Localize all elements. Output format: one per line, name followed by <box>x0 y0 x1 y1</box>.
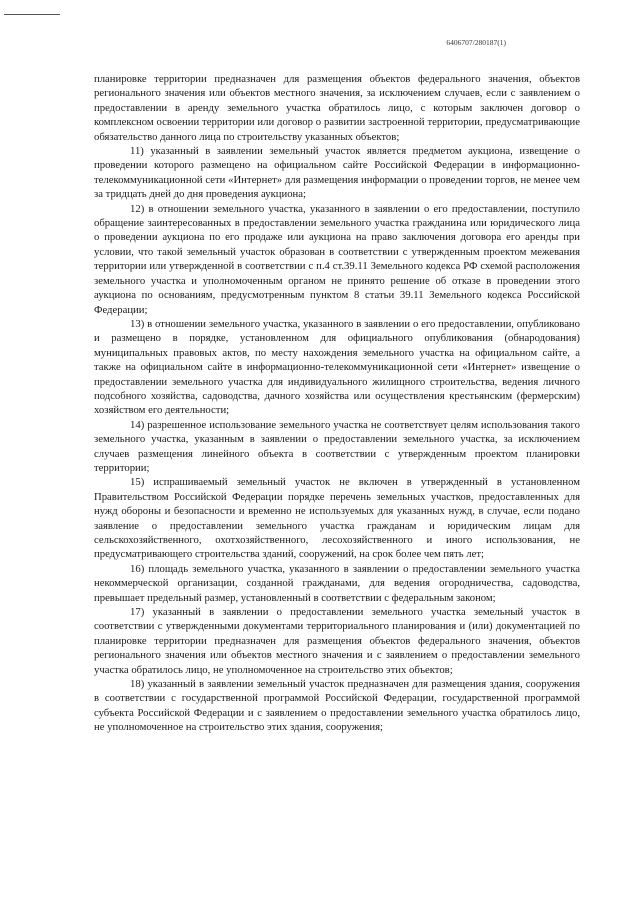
paragraph-item-15: 15) испрашиваемый земельный участок не включен в утвержденный в установленном Правительством Российской Федерации порядке перечень земельных участков, предоставленных для нужд обороны и безопасности и временно не используемых для указанных нужд, в случае, если подано заявление о предоставлении земельного участка гражданам и юридическим лицам для сельскохозяйственного, охотхозяйственного, лесохозяйственного и иного использования, не предусматривающего строительства зданий, сооружений, на срок более чем пять лет; <box>94 476 580 561</box>
document-id: 6406707/280187(1) <box>446 38 506 47</box>
document-body <box>94 72 580 735</box>
paragraph-item-11: 11) указанный в заявлении земельный участок является предметом аукциона, извещение о проведении которого размещено на официальном сайте Российской Федерации в информационно-телекоммуникационной сети «Интернет» для размещения информации о проведении торгов, не менее чем за тридцать дней до дня проведения аукциона; <box>94 145 580 201</box>
paragraph-item-12: 12) в отношении земельного участка, указанного в заявлении о его предоставлении, поступило обращение заинтересованных в предоставлении земельного участка гражданина или юридического лица о проведении аукциона по его продаже или аукциона на право заключения договора его аренды при условии, что такой земельный участок образован в соответствии с утвержденным проектом межевания территории или утвержденной в соответствии с п.4 ст.39.11 Земельного кодекса РФ схемой расположения земельного участка и уполномоченным органом не принято решение об отказе в проведении этого аукциона по основаниям, предусмотренным пунктом 8 статьи 39.11 Земельного кодекса Российской Федерации; <box>94 202 580 316</box>
paragraph-continuation: планировке территории предназначен для размещения объектов федерального значения, объектов регионального значения или объектов местного значения, за исключением случаев, если с заявлением о предоставлении в аренду земельного участка обратилось лицо, с которым заключен договор о комплексном освоении территории или договор о развитии застроенной территории, предусматривающие обязательство данного лица по строительству указанных объектов; <box>94 73 580 143</box>
paragraph-item-18: 18) указанный в заявлении земельный участок предназначен для размещения здания, сооружения в соответствии с государственной программой Российской Федерации, государственной программой субъекта Российской Федерации и с заявлением о предоставлении земельного участка обратилось лицо, не уполномоченное на строительство этих здания, сооружения; <box>94 678 580 734</box>
scan-artifact-line <box>4 14 60 15</box>
paragraph-item-13: 13) в отношении земельного участка, указанного в заявлении о его предоставлении, опубликовано и размещено в порядке, установленном для официального опубликования (обнародования) муниципальных правовых актов, по месту нахождения земельного участка на официальном сайте, а также на официальном сайте в информационно-телекоммуникационной сети «Интернет» извещение о предоставлении земельного участка для индивидуального жилищного строительства, ведения личного подсобного хозяйства, садоводства, дачного хозяйства или осуществления крестьянским (фермерским) хозяйством его деятельности; <box>94 317 580 417</box>
paragraph-item-17: 17) указанный в заявлении о предоставлении земельного участка земельный участок в соответствии с утвержденными документами территориального планирования и (или) документацией по планировке территории предназначен для размещения объектов федерального значения, объектов регионального значения или объектов местного значения и с заявлением о предоставлении земельного участка обратилось лицо, не уполномоченное на строительство этих объектов; <box>94 606 580 676</box>
paragraph-item-16: 16) площадь земельного участка, указанного в заявлении о предоставлении земельного участка некоммерческой организации, созданной гражданами, для ведения огородничества, садоводства, превышает предельный размер, установленный в соответствии с федеральным законом; <box>94 562 580 604</box>
paragraph-item-14: 14) разрешенное использование земельного участка не соответствует целям использования такого земельного участка, указанным в заявлении о предоставлении земельного участка, за исключением случаев размещения линейного объекта в соответствии с утвержденным проектом планировки территории; <box>94 418 580 474</box>
